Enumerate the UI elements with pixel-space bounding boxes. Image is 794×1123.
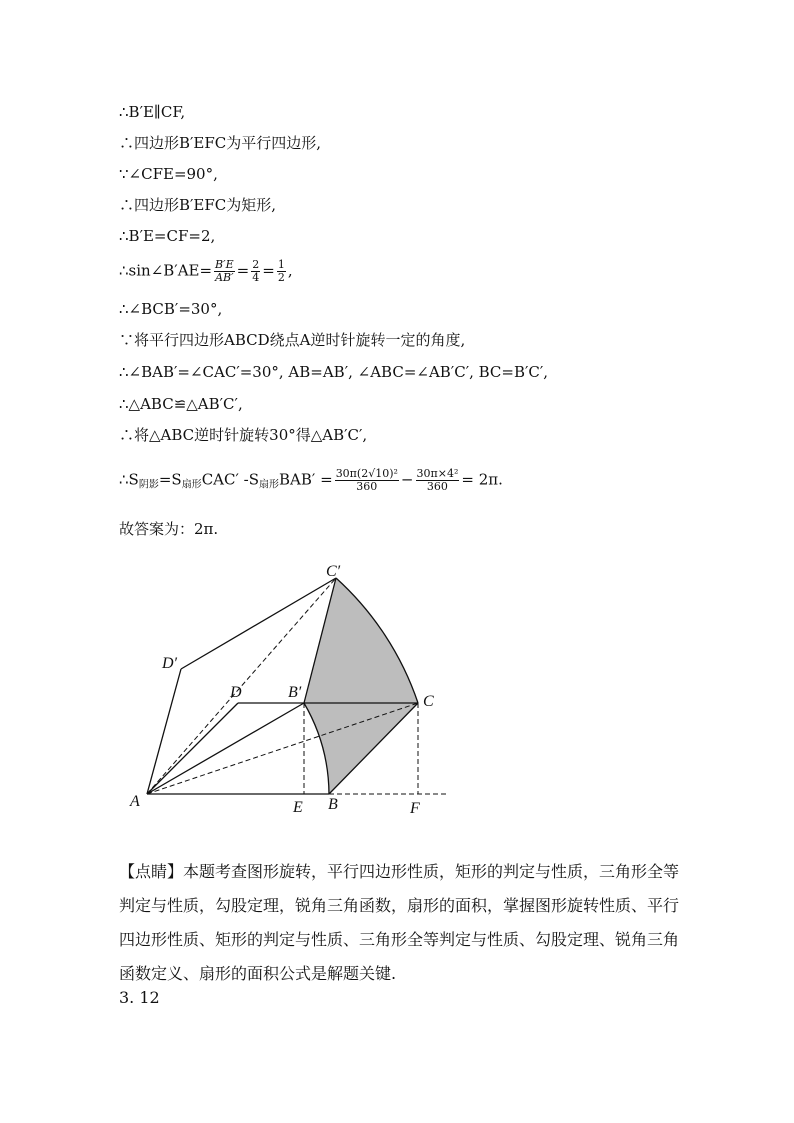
- dashed-a-c: [147, 703, 418, 794]
- step-line-5: ∴B′E=CF=2,: [119, 227, 216, 245]
- step-line-6: ∴∠BCB′=30°,: [119, 300, 223, 318]
- step-line-4: ∴四边形B′EFC为矩形,: [119, 196, 277, 214]
- fraction-sector-bab: $\frac{\text{30π×4²}}{360}$: [416, 467, 459, 493]
- label-d: D: [230, 684, 242, 701]
- label-b-prime: B′: [288, 684, 302, 701]
- step-line-7: ∵将平行四边形ABCD绕点A逆时针旋转一定的角度,: [119, 331, 466, 349]
- next-question-number: 3. 12: [119, 988, 160, 1007]
- sin-prefix: ∴sin∠B′AE=: [119, 261, 213, 280]
- label-d-prime: D′: [162, 655, 178, 672]
- label-c: C: [423, 693, 434, 710]
- step-line-9: ∴△ABC≌△AB′C′,: [119, 395, 243, 413]
- fraction-1-2: $\frac{1}{2}$: [277, 258, 285, 284]
- fraction-be-ab: $\frac{B'E}{AB'}$: [215, 258, 234, 284]
- step-line-3: ∵∠CFE=90°,: [119, 165, 218, 183]
- label-f: F: [410, 800, 420, 817]
- segment-a-bprime: [147, 703, 304, 794]
- fraction-2-4: $\frac{2}{4}$: [252, 258, 260, 284]
- area-line: $\therefore S_{阴影}=S_{扇形}CAC'$ $-S_{扇形}BAB'$ = $\frac{\text{30π(2√10)²}}{360}$ − $\frac{\text{30π×4²}}{360}$ = 2π.: [119, 467, 503, 493]
- step-line-2: ∴四边形B′EFC为平行四边形,: [119, 134, 322, 152]
- label-a: A: [130, 793, 140, 810]
- step-line-1: ∴B′E∥CF,: [119, 103, 186, 121]
- sin-line: ∴sin∠B′AE= $\frac{B'E}{AB'}$ = $\frac{2}{4}$ = $\frac{1}{2}$ ,: [119, 258, 293, 284]
- step-line-10: ∴将△ABC逆时针旋转30°得△AB′C′,: [119, 426, 368, 444]
- label-c-prime: C′: [326, 563, 341, 580]
- label-b: B: [328, 796, 338, 813]
- step-line-8: ∴∠BAB′=∠CAC′=30°, AB=AB′, ∠ABC=∠AB′C′, BC=B′C′,: [119, 363, 549, 381]
- answer-line: 故答案为：2π.: [119, 520, 219, 538]
- commentary-paragraph: 【点睛】本题考查图形旋转，平行四边形性质，矩形的判定与性质，三角形全等判定与性质，勾股定理，锐角三角函数，扇形的面积，掌握图形旋转性质、平行四边形性质、矩形的判定与性质、三角形全等判定与性质、勾股定理、锐角三角函数定义、扇形的面积公式是解题关键.: [119, 862, 680, 983]
- segment-dprime-cprime: [181, 578, 336, 669]
- fraction-sector-cac: $\frac{\text{30π(2√10)²}}{360}$: [335, 467, 398, 493]
- label-e: E: [293, 799, 303, 816]
